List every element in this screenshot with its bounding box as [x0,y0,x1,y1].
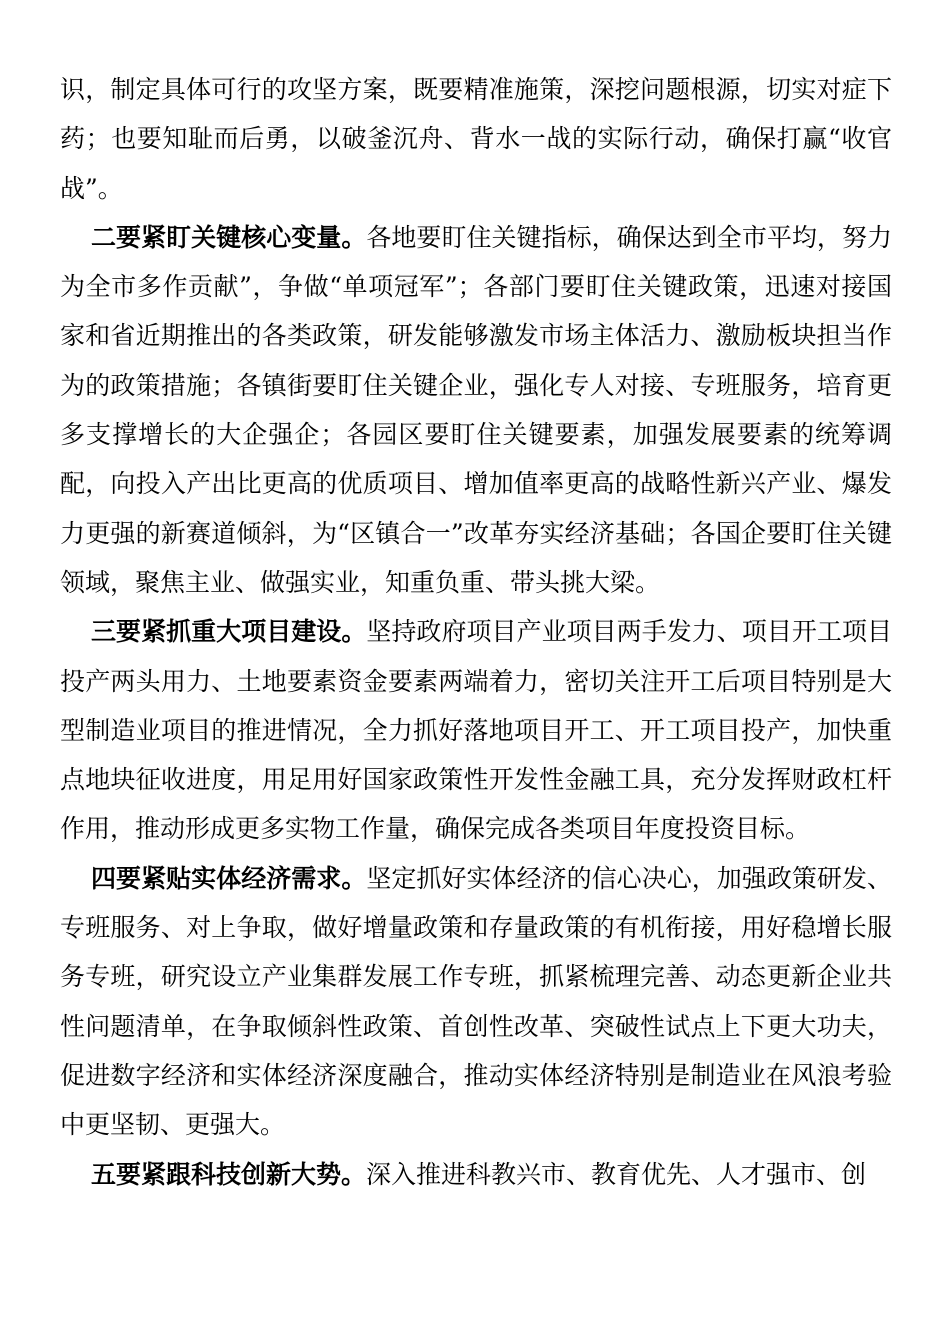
paragraph-continuation [60,65,892,213]
paragraph-body: 识，制定具体可行的攻坚方案，既要精准施策，深挖问题根源，切实对症下药；也要知耻而后勇，以破釜沉舟、背水一战的实际行动，确保打赢“收官战”。 [60,75,892,203]
paragraph-body: 坚定抓好实体经济的信心决心，加强政策研发、专班服务、对上争取，做好增量政策和存量政策的有机衔接，用好稳增长服务专班，研究设立产业集群发展工作专班，抓紧梳理完善、动态更新企业共性问题清单，在争取倾斜性政策、首创性改革、突破性试点上下更大功夫，促进数字经济和实体经济深度融合，推动实体经济特别是制造业在风浪考验中更坚韧、更强大。 [60,863,892,1140]
paragraph-heading: 二要紧盯关键核心变量。 [91,222,367,252]
paragraph-heading: 四要紧贴实体经济需求。 [91,863,367,893]
paragraph-tech-innovation [60,1150,892,1199]
paragraph-heading: 五要紧跟科技创新大势。 [91,1159,367,1189]
paragraph-heading: 三要紧抓重大项目建设。 [91,617,367,647]
paragraph-body: 坚持政府项目产业项目两手发力、项目开工项目投产两头用力、土地要素资金要素两端着力，密切关注开工后项目特别是大型制造业项目的推进情况，全力抓好落地项目开工、开工项目投产，加快重点地块征收进度，用足用好国家政策性开发性金融工具，充分发挥财政杠杆作用，推动形成更多实物工作量，确保完成各类项目年度投资目标。 [60,617,892,844]
paragraph-body: 深入推进科教兴市、教育优先、人才强市、创 [366,1159,867,1189]
paragraph-major-projects [60,607,892,853]
document-page [60,65,892,1199]
paragraph-key-variables [60,213,892,607]
paragraph-real-economy [60,854,892,1150]
paragraph-body: 各地要盯住关键指标，确保达到全市平均，努力为全市多作贡献”，争做“单项冠军”；各部门要盯住关键政策，迅速对接国家和省近期推出的各类政策，研发能够激发市场主体活力、激励板块担当作为的政策措施；各镇街要盯住关键企业，强化专人对接、专班服务，培育更多支撑增长的大企强企；各园区要盯住关键要素，加强发展要素的统筹调配，向投入产出比更高的优质项目、增加值率更高的战略性新兴产业、爆发力更强的新赛道倾斜，为“区镇合一”改革夯实经济基础；各国企要盯住关键领域，聚焦主业、做强实业，知重负重、带头挑大梁。 [60,222,892,597]
